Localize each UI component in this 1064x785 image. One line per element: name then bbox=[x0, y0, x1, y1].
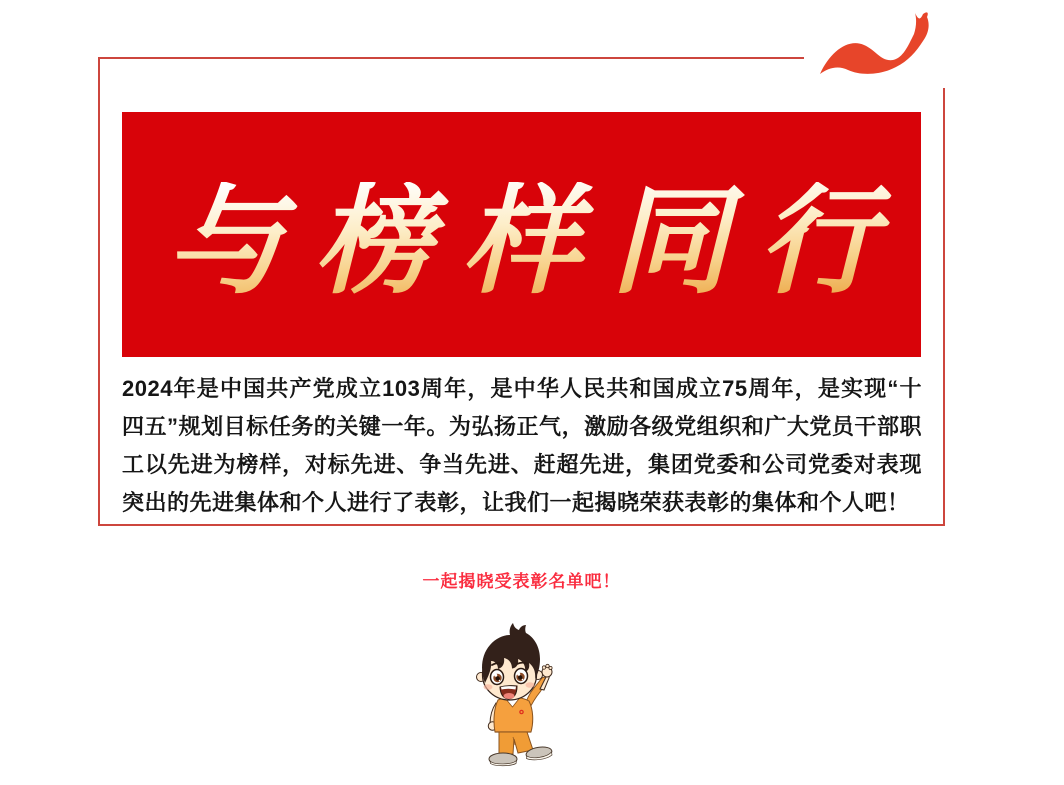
title-banner bbox=[122, 112, 921, 357]
mascot-pants bbox=[499, 732, 533, 754]
reveal-list-cta: 一起揭晓受表彰名单吧！ bbox=[422, 572, 621, 591]
mascot-shirt bbox=[494, 696, 533, 732]
intro-paragraph: 2024年是中国共产党成立103周年，是中华人民共和国成立75周年，是实现“十四五”规划目标任务的关键一年。为弘扬正气，激励各级党组织和广大党员干部职工以先进为榜样，对标先进、争当先进、赶超先进，集团党委和公司党委对表现突出的先进集体和个人进行了表彰，让我们一起揭晓荣获表彰的集体和个人吧！ bbox=[122, 376, 922, 515]
announcement-card bbox=[98, 57, 945, 526]
mascot-hand bbox=[542, 664, 552, 677]
ribbon-backdrop bbox=[804, 8, 952, 88]
banner-calligraphy-title: 与榜样同行 bbox=[136, 182, 906, 300]
ribbon-flame-icon bbox=[804, 8, 952, 88]
mascot-head bbox=[477, 623, 543, 700]
waving-boy-mascot bbox=[470, 619, 555, 769]
